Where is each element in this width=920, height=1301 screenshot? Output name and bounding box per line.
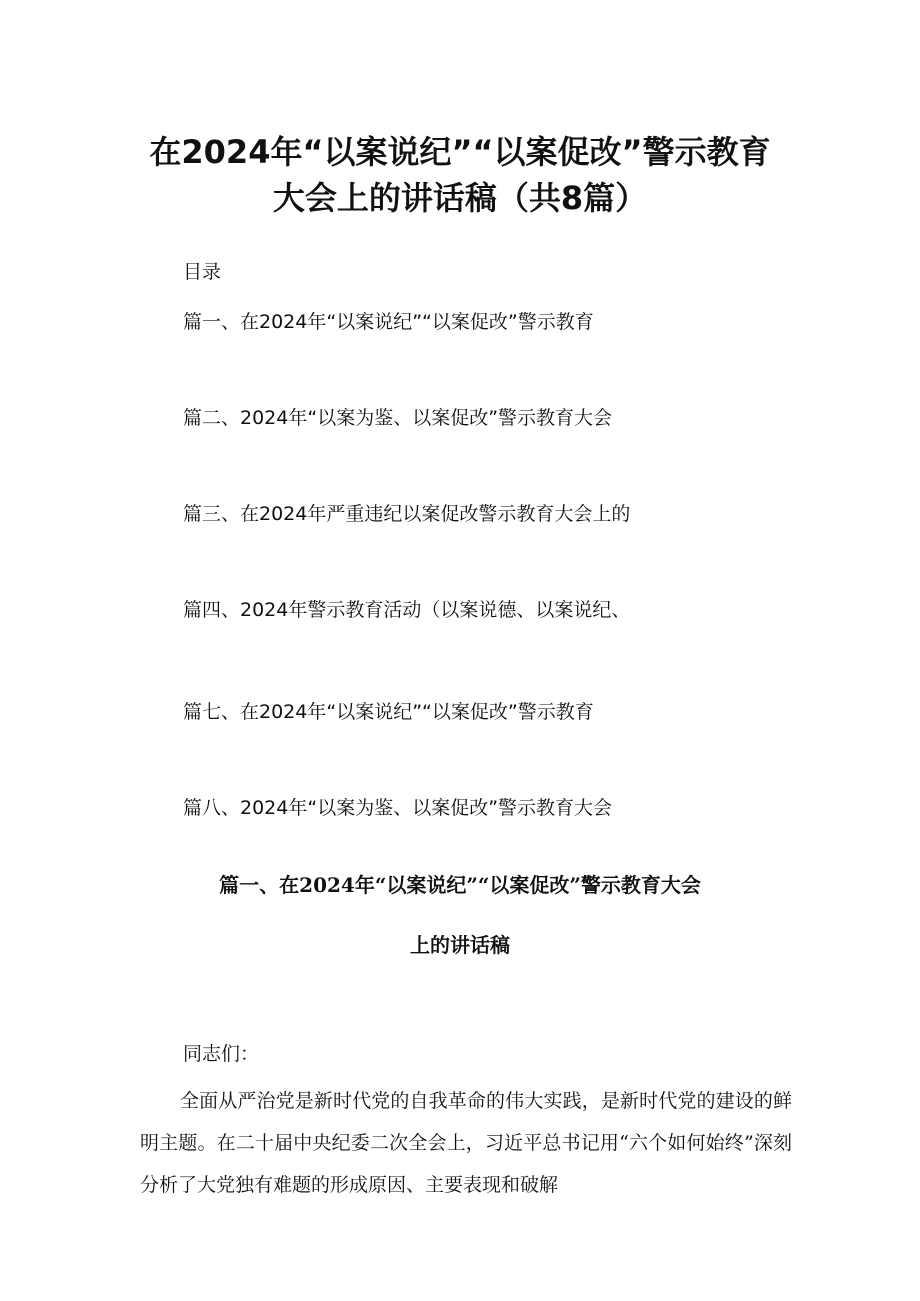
section-title-line-2: 上的讲话稿 [410,933,510,957]
section-title-line-1: 篇一、在2024年“以案说纪”“以案促改”警示教育大会 [219,873,701,897]
document-title-line-2: 大会上的讲话稿（共8篇） [272,179,648,217]
toc-item[interactable]: 篇四、2024年警示教育活动（以案说德、以案说纪、 [183,599,631,621]
toc-item[interactable]: 篇二、2024年“以案为鉴、以案促改”警示教育大会 [183,407,613,429]
toc-item[interactable]: 篇一、在2024年“以案说纪”“以案促改”警示教育 [183,311,594,333]
body-paragraph: 全面从严治党是新时代党的自我革命的伟大实践，是新时代党的建设的鲜明主题。在二十届中央纪委二次全会上，习近平总书记用“六个如何始终”深刻分析了大党独有难题的形成原因、主要表现和破解 [140,1090,792,1196]
document-title-line-1: 在2024年“以案说纪”“以案促改”警示教育 [149,133,771,171]
toc-heading: 目录 [183,261,222,283]
toc-item[interactable]: 篇三、在2024年严重违纪以案促改警示教育大会上的 [183,503,631,525]
toc-item[interactable]: 篇七、在2024年“以案说纪”“以案促改”警示教育 [183,701,594,723]
toc-item[interactable]: 篇八、2024年“以案为鉴、以案促改”警示教育大会 [183,797,613,819]
salutation: 同志们： [183,1043,260,1065]
